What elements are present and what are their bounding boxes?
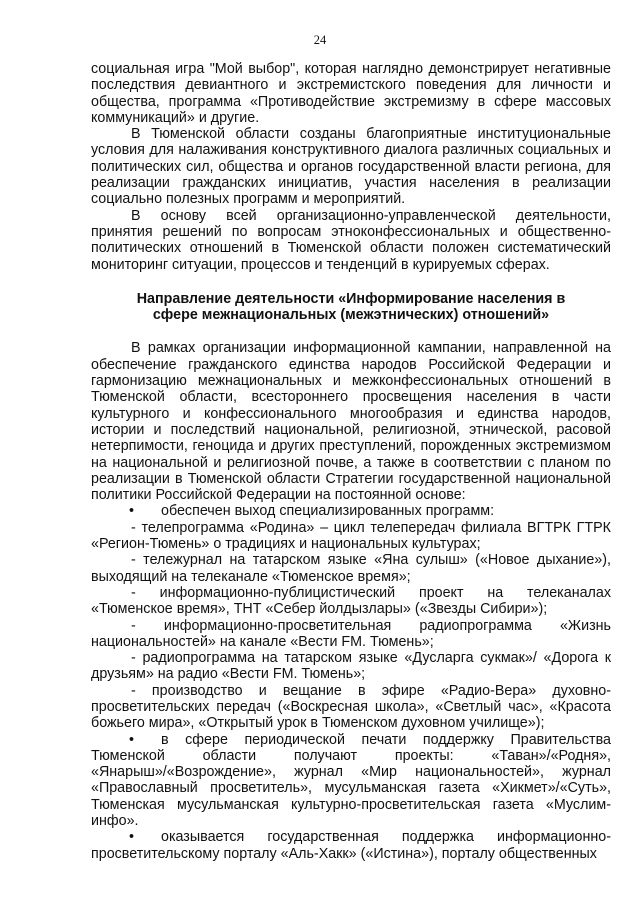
paragraph-institutional-conditions: В Тюменской области созданы благоприятные институциональные условия для налаживания конструктивного диалога различных социальных и политических сил, общества и органов государственной власти региона, для реализации гражданских инициатив, участия населения в реализации социально полезных программ и мероприятий. — [91, 126, 611, 208]
bullet-text: обеспечен выход специализированных программ: — [161, 503, 495, 520]
bullet-item-print-media — [91, 732, 611, 830]
dash-item-radio-vera: - производство и вещание в эфире «Радио-Вера» духовно-просветительских передач («Воскресная школа», «Светлый час», «Красота божьего мира», «Открытый урок в Тюменском духовном училище»); — [91, 682, 611, 732]
bullet-text: в сфере периодической печати поддержку Правительства Тюменской области получают проекты: «Таван»/«Родня», «Янарыш»/«Возрождение», журнал «Мир национальностей», журнал «Православный просветитель», мусульманская газета «Хикмет»/«Суть», Тюменская мусульманская культурно-просветительская газета «Муслим-инфо». — [91, 731, 611, 830]
paragraph-information-campaign: В рамках организации информационной кампании, направленной на обеспечение гражданского единства народов Российской Федерации и гармонизацию межнациональных и межконфессиональных отношений в Тюменской области, всестороннего просвещения населения в части культурного и конфессионального многообразия и единства народов, истории и последствий национальной, религиозной, этнической, расовой нетерпимости, геноцида и других преступлений, порожденных экстремизмом на национальной и религиозной почве, а также в соответствии с планом по реализации в Тюменской области Стратегии государственной национальной политики Российской Федерации на постоянной основе: — [91, 340, 611, 504]
paragraph-monitoring: В основу всей организационно-управленческой деятельности, принятия решений по вопросам этноконфессиональных и общественно-политических отношений в Тюменской области положен систематический мониторинг ситуации, процессов и тенденций в курируемых сферах. — [91, 207, 611, 273]
dash-item-yana-sulysh: - тележурнал на татарском языке «Яна сулыш» («Новое дыхание»), выходящий на телеканале «Тюменское время»; — [91, 552, 611, 585]
bullet-icon: • — [129, 731, 135, 748]
dash-item-seber-yoldyzlary: - информационно-публицистический проект на телеканалах «Тюменское время», ТНТ «Себер йолдызлары» («Звезды Сибири»); — [91, 584, 611, 618]
bullet-item-programs — [91, 503, 611, 519]
dash-item-radio-duslarga: - радиопрограмма на татарском языке «Дусларга сукмак»/ «Дорога к друзьям» на радио «Вести FM. Тюмень»; — [91, 650, 611, 683]
page-number: 24 — [313, 33, 327, 47]
bullet-icon: • — [129, 503, 135, 520]
page-content — [91, 61, 611, 862]
section-heading: Направление деятельности «Информирование населения в сфере межнациональных (межэтнических) отношений» — [136, 290, 566, 324]
paragraph-social-game: социальная игра "Мой выбор", которая наглядно демонстрирует негативные последствия девиантного и экстремистского поведения для личности и общества, программа «Противодействие экстремизму в сфере массовых коммуникаций» и другие. — [91, 61, 611, 126]
dash-item-rodina: - телепрограмма «Родина» – цикл телепередач филиала ВГТРК ГТРК «Регион-Тюмень» о традициях и национальных культурах; — [91, 519, 611, 553]
dash-item-radio-zhizn: - информационно-просветительная радиопрограмма «Жизнь национальностей» на канале «Вести FM. Тюмень»; — [91, 617, 611, 650]
bullet-item-portal-support — [91, 829, 611, 862]
bullet-text: оказывается государственная поддержка информационно-просветительскому порталу «Аль-Хакк» («Истина»), порталу общественных — [91, 829, 611, 862]
bullet-icon: • — [129, 829, 135, 846]
